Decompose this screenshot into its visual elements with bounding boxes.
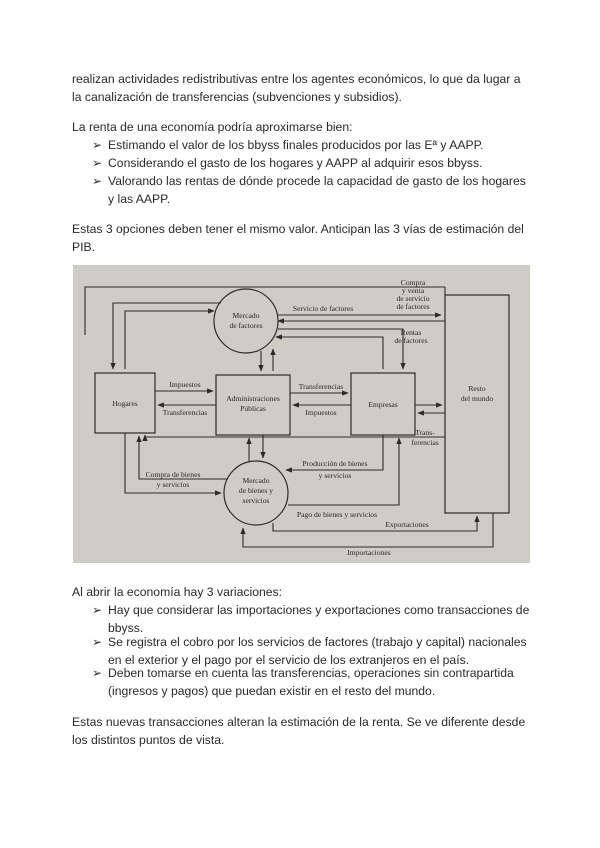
open-bullet-2: ➢ Se registra el cobro por los servicios de factores (trabajo y capital) nacionales en el exterior y el pago por el servicio de los extranjeros en el país.: [92, 635, 527, 667]
label-exportaciones: Exportaciones: [385, 520, 429, 529]
label-compra-venta-2: y venta: [401, 286, 425, 295]
flow-factores-to-empresas: [278, 329, 403, 369]
label-mercado-bienes-2: de bienes y: [238, 486, 274, 495]
label-transferencias-hogares: Transferencias: [162, 408, 208, 417]
label-compra-venta-3: de servicio: [396, 294, 430, 303]
conclusion-paragraph: Estas nuevas transacciones alteran la estimación de la renta. Se ve diferente desde los distintos puntos de vista.: [72, 715, 526, 747]
label-compra-bienes-2: y servicios: [156, 480, 190, 489]
label-mercado-factores-1: Mercado: [232, 311, 260, 320]
open-bullet-1: ➢ Hay que considerar las importaciones y exportaciones como transacciones de bbyss.: [92, 603, 530, 635]
label-pago-bienes: Pago de bienes y servicios: [296, 510, 378, 519]
label-compra-venta-4: de factores: [396, 302, 430, 311]
flow-empresas-to-factores: [276, 337, 383, 369]
bullet-arrow-icon: ➢: [92, 156, 103, 170]
label-transferencias-empresas: Transferencias: [298, 382, 344, 391]
label-impuestos-empresas: Impuestos: [305, 408, 337, 417]
bullet-arrow-icon: ➢: [92, 603, 103, 617]
renta-bullet-1: ➢ Estimando el valor de los bbyss finales producidos por las Eª y AAPP.: [92, 138, 484, 152]
label-importaciones: Importaciones: [347, 548, 391, 557]
bullet-arrow-icon: ➢: [92, 138, 103, 152]
label-mercado-bienes-1: Mercado: [242, 476, 270, 485]
circular-flow-diagram: [73, 265, 530, 563]
three-options-paragraph: Estas 3 opciones deben tener el mismo valor. Anticipan las 3 vías de estimación del PIB.: [72, 222, 524, 254]
label-compra-bienes-1: Compra de bienes: [145, 470, 201, 479]
bullet-arrow-icon: ➢: [92, 666, 103, 680]
flow-factores-to-hogares: [113, 303, 221, 369]
label-admin-2: Públicas: [240, 404, 266, 413]
bullet-arrow-icon: ➢: [92, 174, 103, 188]
label-admin-1: Administraciones: [226, 394, 280, 403]
intro-line-1: realizan actividades redistributivas entre los agentes económicos, lo que da lugar a: [72, 72, 521, 86]
label-trans-exterior-1: Trans-: [415, 428, 435, 437]
label-trans-exterior-2: ferencias: [411, 438, 439, 447]
flow-hogares-to-factores: [125, 311, 214, 369]
renta-heading: La renta de una economía podría aproximarse bien:: [72, 120, 353, 134]
open-bullet-3: ➢ Deben tomarse en cuenta las transferencias, operaciones sin contrapartida (ingresos y pagos) que puedan existir en el resto del mundo.: [92, 666, 514, 698]
label-produccion-2: y servicios: [318, 471, 352, 480]
label-hogares: Hogares: [112, 399, 138, 408]
label-impuestos-hogares: Impuestos: [169, 380, 201, 389]
renta-bullet-2: ➢ Considerando el gasto de los hogares y AAPP al adquirir esos bbyss.: [92, 156, 483, 170]
label-empresas: Empresas: [368, 400, 398, 409]
resto-del-mundo-box: [445, 295, 509, 513]
bullet-arrow-icon: ➢: [92, 635, 103, 649]
label-compra-venta-1: Compra: [400, 278, 426, 287]
label-mercado-factores-2: de factores: [229, 321, 263, 330]
label-rentas-2: de factores: [394, 336, 428, 345]
intro-paragraph: [72, 70, 534, 106]
open-economy-heading: Al abrir la economía hay 3 variaciones:: [72, 585, 283, 599]
label-servicio-factores: Servicio de factores: [292, 304, 354, 313]
label-resto-1: Resto: [468, 384, 486, 393]
label-produccion-1: Producción de bienes: [302, 459, 368, 468]
renta-bullet-3: ➢ Valorando las rentas de dónde procede la capacidad de gasto de los hogares y las AAPP.: [92, 174, 526, 206]
intro-line-2: la canalización de transferencias (subvenciones y subsidios).: [72, 90, 402, 104]
label-resto-2: del mundo: [460, 394, 494, 403]
label-mercado-bienes-3: servicios: [242, 496, 270, 505]
label-rentas-1: Rentas: [400, 328, 422, 337]
